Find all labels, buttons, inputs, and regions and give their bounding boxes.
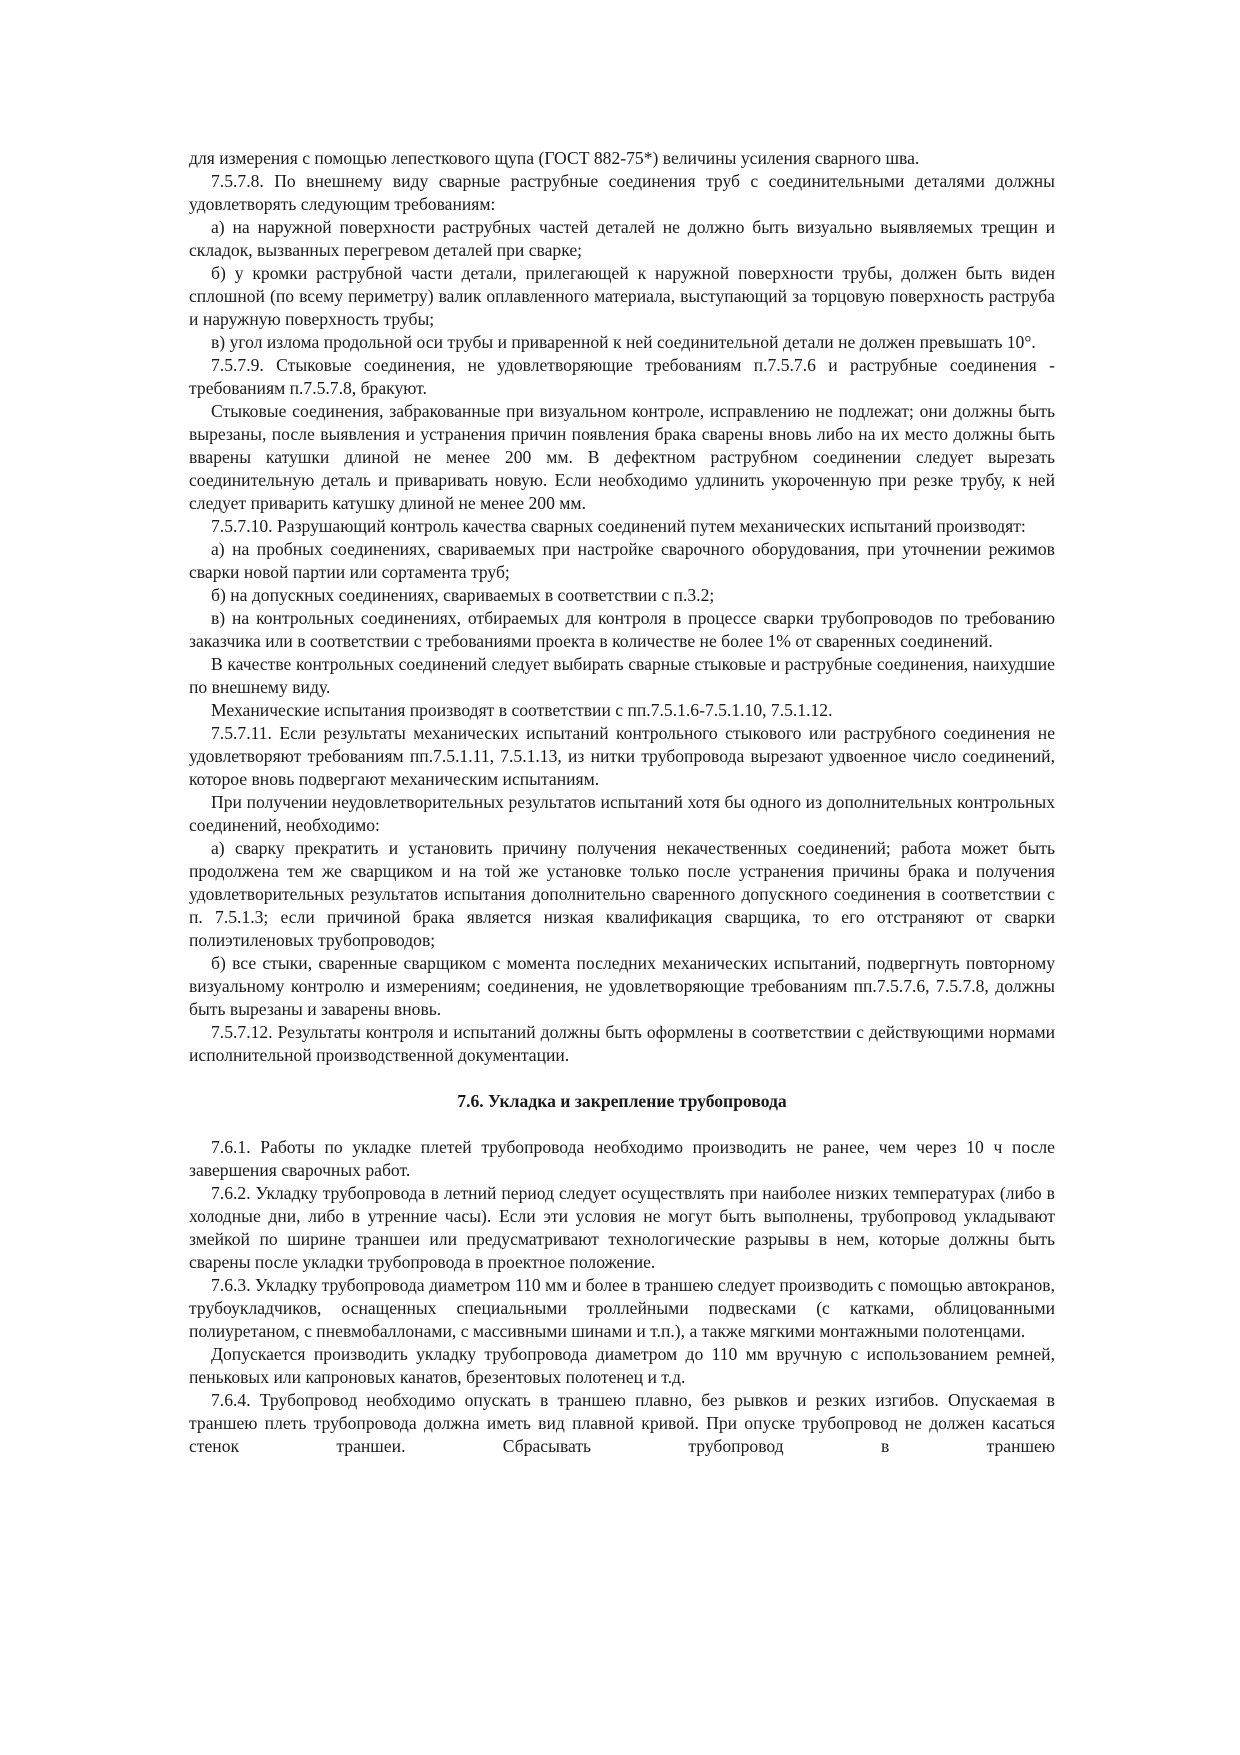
paragraph: а) сварку прекратить и установить причину получения некачественных соединений; работа может быть продолжена тем же сварщиком и на той же установке только после устранения причины брака и получения удовлетворительных результатов испытания дополнительно сваренного допускного соединения в соответствии с п. 7.5.1.3; если причиной брака является низкая квалификация сварщика, то его отстраняют от сварки полиэтиленовых трубопроводов; [189,838,1055,950]
paragraph: 7.6.1. Работы по укладке плетей трубопровода необходимо производить не ранее, чем через 10 ч после завершения сварочных работ. [189,1137,1055,1180]
paragraph: б) все стыки, сваренные сварщиком с момента последних механических испытаний, подвергнуть повторному визуальному контролю и измерениям; соединения, не удовлетворяющие требованиям пп.7.5.7.6, 7.5.7.8, должны быть вырезаны и заварены вновь. [189,953,1055,1019]
document-body [189,147,1055,1458]
paragraph: 7.6.3. Укладку трубопровода диаметром 110 мм и более в траншею следует производить с помощью автокранов, трубоукладчиков, оснащенных специальными троллейными подвесками (с катками, облицованными полиуретаном, с пневмобаллонами, с массивными шинами и т.п.), а также мягкими монтажными полотенцами. [189,1275,1055,1341]
paragraph: а) на пробных соединениях, свариваемых при настройке сварочного оборудования, при уточнении режимов сварки новой партии или сортамента труб; [189,539,1055,582]
paragraph: 7.5.7.10. Разрушающий контроль качества сварных соединений путем механических испытаний производят: [211,516,1026,536]
paragraph: 7.6.4. Трубопровод необходимо опускать в траншею плавно, без рывков и резких изгибов. Опускаемая в траншею плеть трубопровода должна иметь вид плавной кривой. При опуске трубопровод не должен касаться стенок траншеи. Сбрасывать трубопровод в траншею [189,1390,1055,1456]
paragraph: Механические испытания производят в соответствии с пп.7.5.1.6-7.5.1.10, 7.5.1.12. [211,700,833,720]
paragraph: а) на наружной поверхности раструбных частей деталей не должно быть визуально выявляемых трещин и складок, вызванных перегревом деталей при сварке; [189,217,1055,260]
paragraph: 7.5.7.8. По внешнему виду сварные раструбные соединения труб с соединительными деталями должны удовлетворять следующим требованиям: [189,171,1055,214]
paragraph: для измерения с помощью лепесткового щупа (ГОСТ 882-75*) величины усиления сварного шва. [189,148,920,168]
paragraph: б) у кромки раструбной части детали, прилегающей к наружной поверхности трубы, должен быть виден сплошной (по всему периметру) валик оплавленного материала, выступающий за торцовую поверхность раструба и наружную поверхность трубы; [189,263,1055,329]
paragraph: Стыковые соединения, забракованные при визуальном контроле, исправлению не подлежат; они должны быть вырезаны, после выявления и устранения причин появления брака сварены вновь либо на их место должны быть вварены катушки длиной не менее 200 мм. В дефектном раструбном соединении следует вырезать соединительную деталь и приваривать новую. Если необходимо удлинить укороченную при резке трубу, к ней следует приварить катушку длиной не менее 200 мм. [189,401,1055,513]
paragraph: б) на допускных соединениях, свариваемых в соответствии с п.3.2; [211,585,715,605]
section-heading: 7.6. Укладка и закрепление трубопровода [457,1091,787,1111]
paragraph: 7.5.7.9. Стыковые соединения, не удовлетворяющие требованиям п.7.5.7.6 и раструбные соединения - требованиям п.7.5.7.8, бракуют. [189,355,1055,398]
paragraph: в) на контрольных соединениях, отбираемых для контроля в процессе сварки трубопроводов по требованию заказчика или в соответствии с требованиями проекта в количестве не более 1% от сваренных соединений. [189,608,1055,651]
paragraph: 7.5.7.11. Если результаты механических испытаний контрольного стыкового или раструбного соединения не удовлетворяют требованиям пп.7.5.1.11, 7.5.1.13, из нитки трубопровода вырезают удвоенное число соединений, которое вновь подвергают механическим испытаниям. [189,723,1055,789]
paragraph: Допускается производить укладку трубопровода диаметром до 110 мм вручную с использованием ремней, пеньковых или капроновых канатов, брезентовых полотенец и т.д. [189,1344,1055,1387]
paragraph: 7.6.2. Укладку трубопровода в летний период следует осуществлять при наиболее низких температурах (либо в холодные дни, либо в утренние часы). Если эти условия не могут быть выполнены, трубопровод укладывают змейкой по ширине траншеи или предусматривают технологические разрывы в нем, которые должны быть сварены после укладки трубопровода в проектное положение. [189,1183,1055,1272]
paragraph: 7.5.7.12. Результаты контроля и испытаний должны быть оформлены в соответствии с действующими нормами исполнительной производственной документации. [189,1022,1055,1065]
paragraph: В качестве контрольных соединений следует выбирать сварные стыковые и раструбные соединения, наихудшие по внешнему виду. [189,654,1055,697]
paragraph: При получении неудовлетворительных результатов испытаний хотя бы одного из дополнительных контрольных соединений, необходимо: [189,792,1055,835]
paragraph: в) угол излома продольной оси трубы и приваренной к ней соединительной детали не должен превышать 10°. [211,332,1036,352]
